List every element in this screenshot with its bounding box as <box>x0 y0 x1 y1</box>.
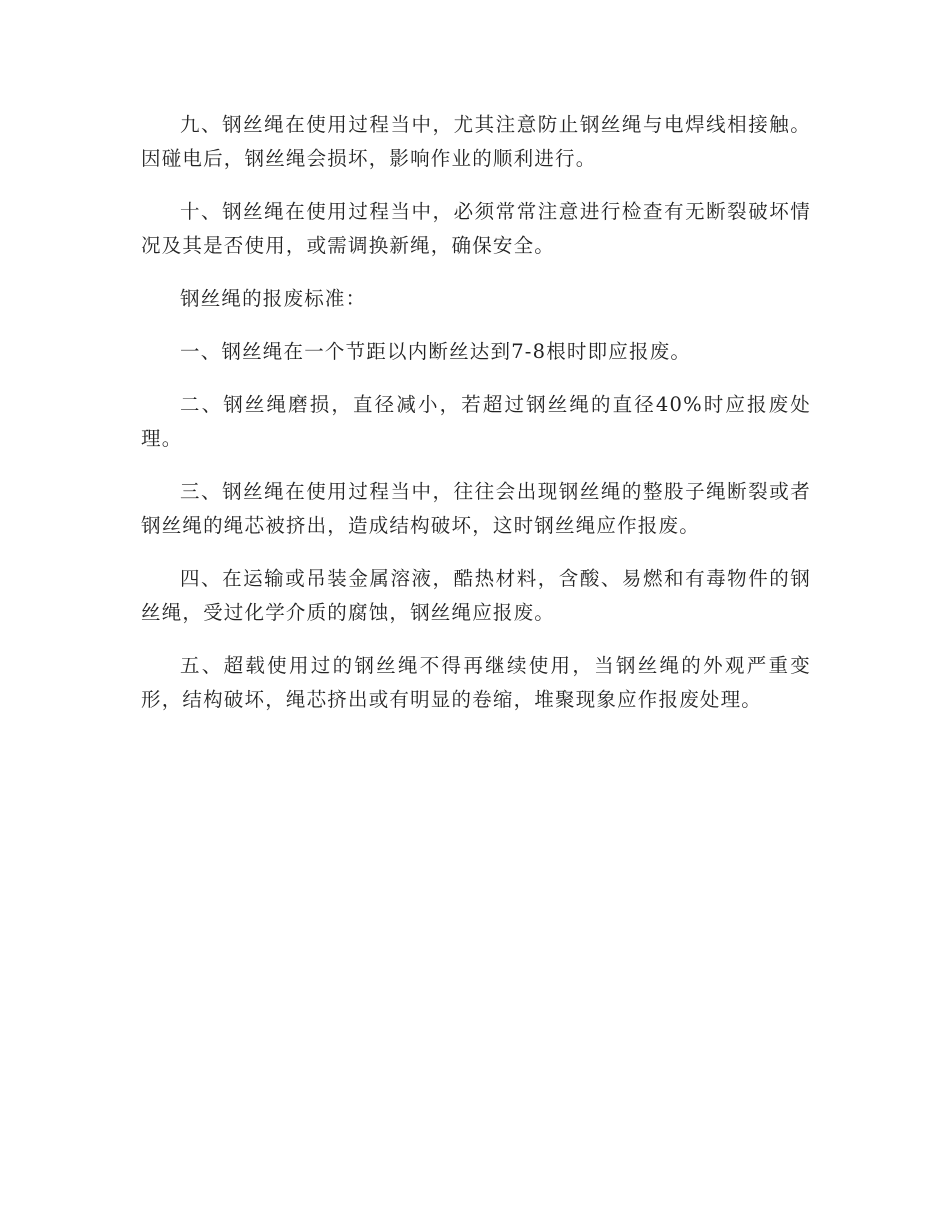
paragraph-scrap-4: 四、在运输或吊装金属溶液，酷热材料，含酸、易燃和有毒物件的钢丝绳，受过化学介质的腐蚀，钢丝绳应报废。 <box>141 567 811 624</box>
paragraph-scrap-5: 五、超载使用过的钢丝绳不得再继续使用，当钢丝绳的外观严重变形，结构破坏，绳芯挤出或有明显的卷缩，堆聚现象应作报废处理。 <box>141 654 811 711</box>
document-body <box>141 108 811 736</box>
section-heading-scrap-standard: 钢丝绳的报废标准： <box>180 287 367 310</box>
paragraph-scrap-3: 三、钢丝绳在使用过程当中，往往会出现钢丝绳的整股子绳断裂或者钢丝绳的绳芯被挤出，造成结构破坏，这时钢丝绳应作报废。 <box>141 480 811 537</box>
paragraph-item-9: 九、钢丝绳在使用过程当中，尤其注意防止钢丝绳与电焊线相接触。因碰电后，钢丝绳会损坏，影响作业的顺利进行。 <box>141 113 811 170</box>
paragraph-scrap-1: 一、钢丝绳在一个节距以内断丝达到7-8根时即应报废。 <box>180 340 692 363</box>
paragraph-scrap-2: 二、钢丝绳磨损，直径减小，若超过钢丝绳的直径40%时应报废处理。 <box>141 393 811 450</box>
paragraph-item-10: 十、钢丝绳在使用过程当中，必须常常注意进行检查有无断裂破坏情况及其是否使用，或需调换新绳，确保安全。 <box>141 200 811 257</box>
